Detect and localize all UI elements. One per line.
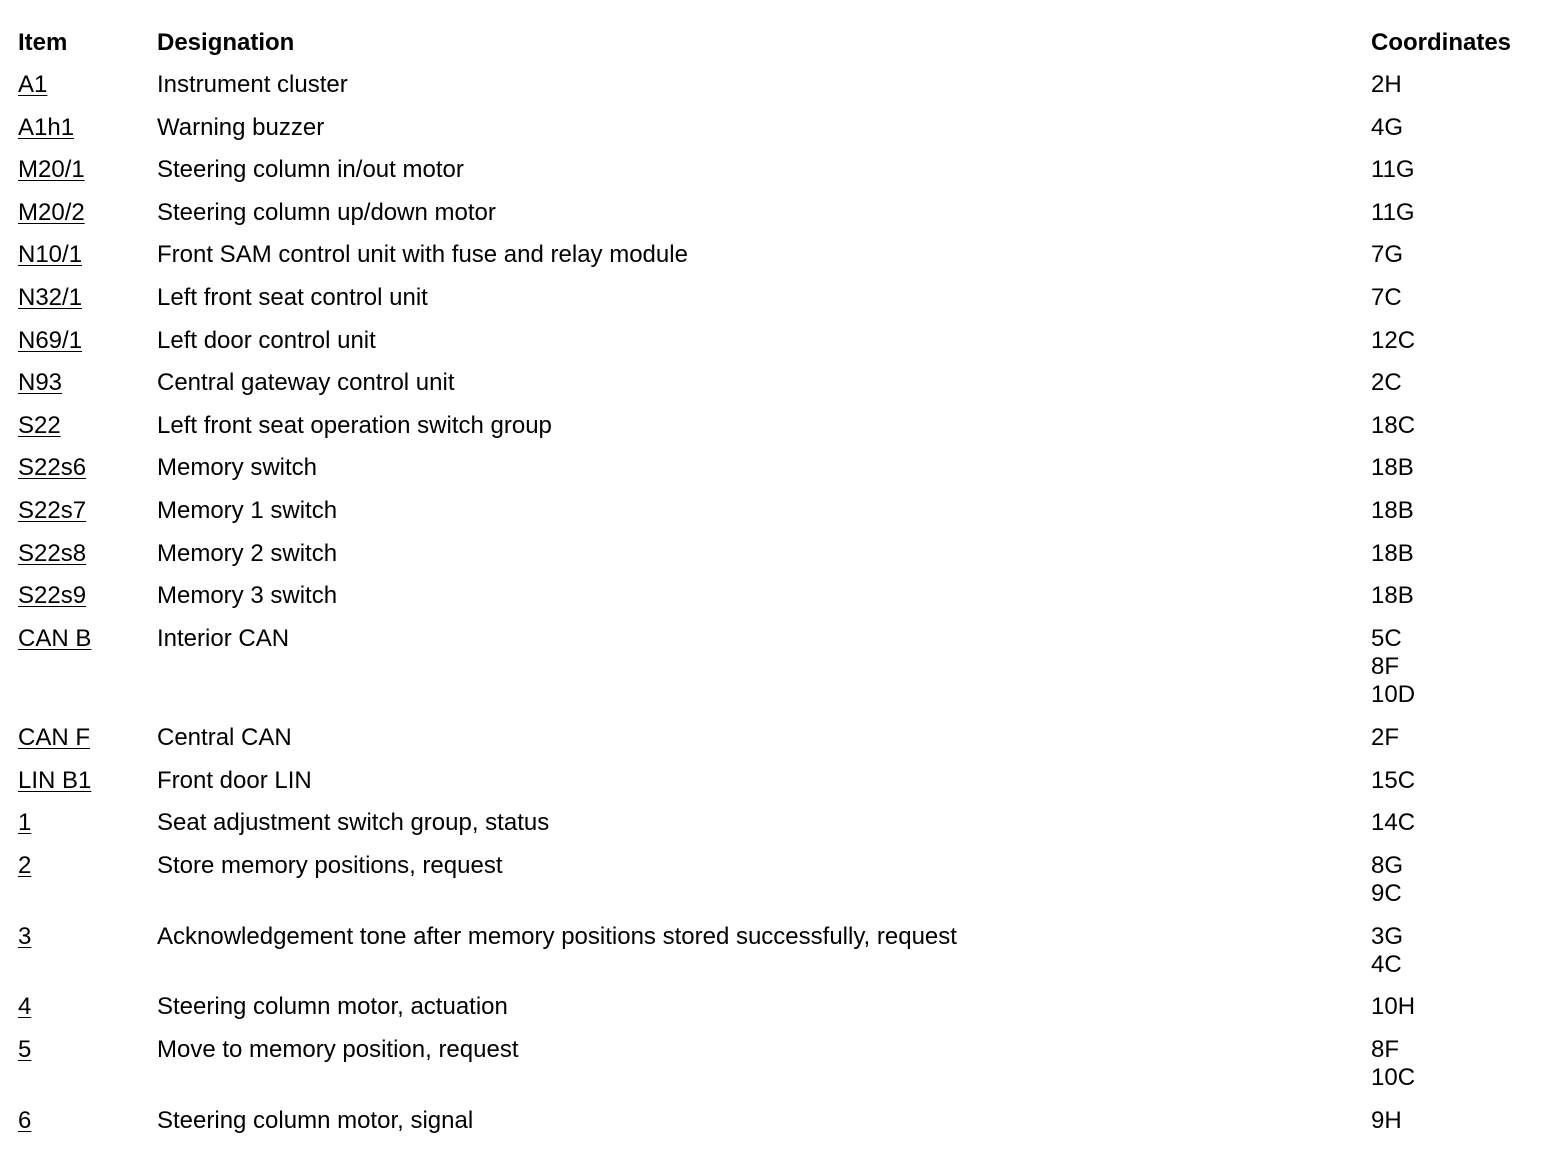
item-link[interactable]: S22s8 (18, 539, 87, 567)
designation-text: Warning buzzer (157, 113, 325, 141)
coordinate-value: 8F (1371, 1036, 1400, 1064)
item-link[interactable]: N93 (18, 369, 63, 397)
coordinate-value: 4G (1371, 113, 1404, 141)
coordinates-cell (1371, 582, 1414, 610)
coordinates-cell (1371, 114, 1403, 142)
table-row (18, 71, 1548, 114)
coordinate-value: 10C (1371, 1064, 1416, 1092)
column-header-designation: Designation (157, 29, 295, 56)
coordinate-value: 11G (1371, 198, 1415, 226)
coordinates-cell (1371, 241, 1403, 269)
designation-text: Acknowledgement tone after memory positions stored successfully, request (157, 922, 957, 950)
table-row (18, 284, 1548, 327)
table-row (18, 369, 1548, 412)
coordinates-cell (1371, 327, 1415, 355)
table-row (18, 412, 1548, 455)
table-row (18, 241, 1548, 284)
coordinates-cell (1371, 369, 1402, 397)
item-link[interactable]: CAN F (18, 723, 90, 751)
coordinate-value: 18B (1371, 496, 1414, 524)
coordinate-value: 5C (1371, 624, 1402, 652)
component-legend-table (18, 29, 1548, 1150)
coordinate-value: 18C (1371, 411, 1416, 439)
item-link[interactable]: 1 (18, 809, 32, 837)
item-link[interactable]: 2 (18, 851, 32, 879)
item-link[interactable]: CAN B (18, 624, 92, 652)
table-row (18, 156, 1548, 199)
coordinate-value: 7C (1371, 283, 1402, 311)
table-row (18, 1036, 1548, 1107)
coordinate-value: 9C (1371, 879, 1402, 907)
item-link[interactable]: N69/1 (18, 326, 83, 354)
designation-text: Steering column motor, signal (157, 1106, 474, 1134)
designation-text: Instrument cluster (157, 71, 348, 98)
designation-text: Front SAM control unit with fuse and relay module (157, 241, 688, 269)
item-link[interactable]: S22s9 (18, 582, 87, 610)
coordinate-value: 7G (1371, 241, 1404, 269)
table-row (18, 724, 1548, 767)
designation-text: Steering column in/out motor (157, 156, 464, 184)
item-link[interactable]: N10/1 (18, 241, 83, 269)
table-row (18, 1107, 1548, 1150)
coordinates-cell (1371, 199, 1415, 227)
designation-text: Left front seat operation switch group (157, 411, 552, 439)
table-row (18, 993, 1548, 1036)
table-row (18, 767, 1548, 810)
coordinate-value: 18B (1371, 582, 1414, 610)
designation-text: Central CAN (157, 723, 292, 751)
table-row (18, 852, 1548, 923)
item-link[interactable]: S22s7 (18, 496, 87, 524)
coordinate-value: 15C (1371, 766, 1416, 794)
coordinate-value: 3G (1371, 922, 1404, 950)
coordinates-cell (1371, 412, 1415, 440)
coordinates-cell (1371, 923, 1403, 979)
designation-text: Move to memory position, request (157, 1036, 519, 1064)
coordinate-value: 14C (1371, 809, 1416, 837)
table-header-row (18, 29, 1548, 71)
coordinates-cell (1371, 1036, 1415, 1092)
designation-text: Steering column up/down motor (157, 198, 496, 226)
coordinate-value: 12C (1371, 326, 1416, 354)
coordinate-value: 10H (1371, 993, 1416, 1021)
item-link[interactable]: S22 (18, 411, 61, 439)
coordinates-cell (1371, 1107, 1402, 1135)
item-link[interactable]: 5 (18, 1036, 32, 1064)
table-row (18, 114, 1548, 157)
table-row (18, 327, 1548, 370)
item-link[interactable]: M20/1 (18, 156, 85, 184)
coordinates-cell (1371, 993, 1415, 1021)
item-link[interactable]: M20/2 (18, 198, 85, 226)
coordinates-cell (1371, 625, 1415, 709)
designation-text: Store memory positions, request (157, 851, 503, 879)
table-row (18, 497, 1548, 540)
designation-text: Memory switch (157, 454, 318, 482)
item-link[interactable]: LIN B1 (18, 766, 92, 794)
coordinates-cell (1371, 767, 1415, 795)
coordinates-cell (1371, 497, 1414, 525)
table-row (18, 199, 1548, 242)
designation-text: Memory 1 switch (157, 496, 338, 524)
column-header-item: Item (18, 29, 68, 56)
designation-text: Memory 3 switch (157, 582, 338, 610)
coordinate-value: 8F (1371, 652, 1400, 680)
designation-text: Left door control unit (157, 326, 376, 354)
item-link[interactable]: N32/1 (18, 283, 83, 311)
designation-text: Interior CAN (157, 624, 290, 652)
coordinates-cell (1371, 454, 1414, 482)
column-header-coordinates: Coordinates (1371, 29, 1512, 56)
designation-text: Central gateway control unit (157, 369, 455, 397)
item-link[interactable]: S22s6 (18, 454, 87, 482)
table-body (18, 71, 1548, 1150)
coordinate-value: 8G (1371, 851, 1404, 879)
table-row (18, 540, 1548, 583)
coordinate-value: 10D (1371, 680, 1416, 708)
table-row (18, 625, 1548, 724)
coordinate-value: 9H (1371, 1106, 1402, 1134)
table-row (18, 454, 1548, 497)
coordinates-cell (1371, 540, 1414, 568)
designation-text: Seat adjustment switch group, status (157, 809, 550, 837)
coordinate-value: 2C (1371, 369, 1402, 397)
coordinates-cell (1371, 156, 1415, 184)
coordinate-value: 4C (1371, 950, 1402, 978)
item-link[interactable]: 3 (18, 922, 32, 950)
coordinate-value: 2F (1371, 723, 1400, 751)
coordinates-cell (1371, 852, 1403, 908)
coordinate-value: 18B (1371, 539, 1414, 567)
coordinates-cell (1371, 284, 1402, 312)
coordinates-cell (1371, 724, 1399, 752)
item-link[interactable]: A1h1 (18, 113, 75, 141)
designation-text: Front door LIN (157, 766, 312, 794)
item-link[interactable]: 4 (18, 993, 32, 1021)
coordinates-cell (1371, 71, 1402, 99)
coordinate-value: 2H (1371, 71, 1402, 98)
table-row (18, 923, 1548, 994)
designation-text: Memory 2 switch (157, 539, 338, 567)
coordinate-value: 18B (1371, 454, 1414, 482)
table-row (18, 809, 1548, 852)
designation-text: Left front seat control unit (157, 283, 428, 311)
designation-text: Steering column motor, actuation (157, 993, 508, 1021)
table-row (18, 582, 1548, 625)
coordinates-cell (1371, 809, 1415, 837)
coordinate-value: 11G (1371, 156, 1415, 184)
item-link[interactable]: 6 (18, 1106, 32, 1134)
item-link[interactable]: A1 (18, 71, 48, 98)
